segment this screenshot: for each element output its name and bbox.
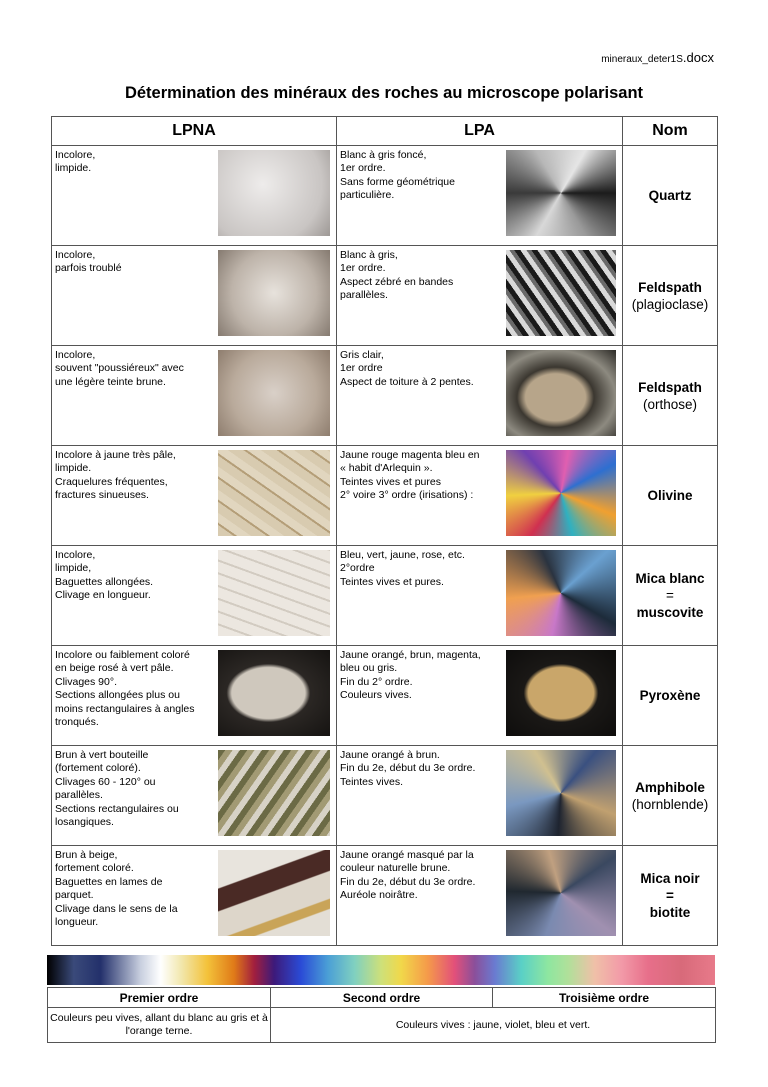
lpna-cell <box>52 846 337 946</box>
lpna-line: parfois troublé <box>55 262 122 275</box>
lpna-line: Incolore ou faiblement coloré <box>55 649 190 661</box>
lpa-line: 1er ordre <box>340 362 383 375</box>
lpa-line: Teintes vives et pures <box>340 475 441 488</box>
lpa-line: Jaune orangé à brun. <box>340 749 440 761</box>
mineral-name: Amphibole <box>635 779 705 795</box>
lpa-line: Fin du 2e, début du 3e ordre. <box>340 762 476 775</box>
lpna-line: Brun à beige, <box>55 849 118 861</box>
lpa-micrograph-image <box>506 650 616 736</box>
table-row <box>52 446 718 546</box>
lpna-line: Brun à vert bouteille <box>55 749 149 761</box>
lpna-line: Baguettes en lames de <box>55 875 163 888</box>
lpna-line: moins rectangulaires à angles <box>55 702 195 715</box>
lpna-line: en beige rosé à vert pâle. <box>55 662 174 675</box>
lpna-line: fractures sinueuses. <box>55 489 149 502</box>
lpna-line: Incolore, <box>55 549 96 561</box>
lpna-micrograph-image <box>218 650 330 736</box>
lpna-line: Incolore, <box>55 349 96 361</box>
mineral-name-cell <box>623 346 718 446</box>
lpna-line: limpide. <box>55 162 92 175</box>
lpa-line: bleu ou gris. <box>340 662 398 675</box>
lpa-description <box>340 449 510 503</box>
lpa-line: Jaune orangé, brun, magenta, <box>340 649 481 661</box>
lpa-micrograph-image <box>506 450 616 536</box>
lpa-micrograph-image <box>506 750 616 836</box>
lpna-description <box>55 849 225 929</box>
table-row <box>52 746 718 846</box>
lpna-description <box>55 249 225 276</box>
table-row <box>52 646 718 746</box>
lpna-line: Sections allongées plus ou <box>55 689 180 702</box>
page-title: Détermination des minéraux des roches au microscope polarisant <box>124 84 644 102</box>
legend-second-troisieme-description: Couleurs vives : jaune, violet, bleu et vert. <box>271 1008 716 1043</box>
document-filename <box>601 50 714 65</box>
lpa-cell <box>337 546 623 646</box>
lpa-line: Aspect de toiture à 2 pentes. <box>340 375 474 388</box>
mineral-name-cell <box>623 746 718 846</box>
lpna-description <box>55 349 225 389</box>
lpa-micrograph-image <box>506 250 616 336</box>
lpna-line: souvent "poussiéreux" avec <box>55 362 184 375</box>
lpa-line: Teintes vives et pures. <box>340 575 444 588</box>
mineral-name: Feldspath <box>638 279 702 295</box>
lpa-micrograph-image <box>506 850 616 936</box>
order-legend-table <box>47 987 716 1043</box>
mineral-name-cell <box>623 446 718 546</box>
lpna-line: Clivage en longueur. <box>55 589 151 602</box>
lpa-micrograph-image <box>506 150 616 236</box>
lpna-cell <box>52 246 337 346</box>
lpna-line: parallèles. <box>55 789 103 802</box>
mineral-name: Mica noir <box>640 871 700 886</box>
lpna-line: Incolore, <box>55 249 96 261</box>
mineral-name: (hornblende) <box>631 796 709 812</box>
lpna-line: fortement coloré. <box>55 862 134 875</box>
lpna-line: (fortement coloré). <box>55 762 141 775</box>
lpa-line: Blanc à gris, <box>340 249 398 261</box>
lpa-description <box>340 749 510 789</box>
legend-second-ordre: Second ordre <box>271 988 493 1008</box>
lpa-line: 2°ordre <box>340 562 375 575</box>
lpna-cell <box>52 346 337 446</box>
mineral-name: Mica blanc <box>635 571 705 586</box>
lpa-line: 1er ordre. <box>340 162 386 175</box>
lpna-line: limpide, <box>55 562 92 575</box>
interference-color-chart <box>47 955 715 985</box>
lpna-cell <box>52 746 337 846</box>
lpna-line: Baguettes allongées. <box>55 575 154 588</box>
legend-troisieme-ordre: Troisième ordre <box>493 988 716 1008</box>
table-header-row <box>52 117 718 146</box>
mineral-name: = <box>666 588 674 603</box>
lpa-cell <box>337 346 623 446</box>
lpa-line: couleur naturelle brune. <box>340 862 451 875</box>
lpa-line: Teintes vives. <box>340 775 404 788</box>
mineral-name: Feldspath <box>638 379 702 395</box>
lpa-line: Jaune rouge magenta bleu en <box>340 449 480 461</box>
lpa-line: « habit d'Arlequin ». <box>340 462 433 475</box>
lpna-description <box>55 449 225 503</box>
lpa-description <box>340 149 510 203</box>
table-row <box>52 846 718 946</box>
mineral-name: Quartz <box>648 188 692 203</box>
lpa-cell <box>337 246 623 346</box>
lpa-description <box>340 349 510 389</box>
filename-extension: .docx <box>682 50 714 65</box>
lpa-line: Sans forme géométrique <box>340 175 455 188</box>
lpna-cell <box>52 546 337 646</box>
lpa-description <box>340 549 510 589</box>
lpna-micrograph-image <box>218 450 330 536</box>
lpna-micrograph-image <box>218 250 330 336</box>
lpna-micrograph-image <box>218 850 330 936</box>
lpa-line: Couleurs vives. <box>340 689 412 702</box>
legend-premier-ordre: Premier ordre <box>48 988 271 1008</box>
lpa-description <box>340 649 510 703</box>
lpna-cell <box>52 146 337 246</box>
lpa-cell <box>337 846 623 946</box>
lpna-micrograph-image <box>218 550 330 636</box>
lpa-micrograph-image <box>506 550 616 636</box>
table-row <box>52 146 718 246</box>
lpna-micrograph-image <box>218 150 330 236</box>
lpa-line: Jaune orangé masqué par la <box>340 849 474 861</box>
lpna-line: losangiques. <box>55 816 114 829</box>
lpna-line: Sections rectangulaires ou <box>55 802 179 815</box>
lpna-description <box>55 149 225 176</box>
mineral-name-cell <box>623 146 718 246</box>
lpa-line: Blanc à gris foncé, <box>340 149 427 161</box>
filename-text: mineraux_deter1S <box>601 54 683 65</box>
lpna-line: Craquelures fréquentes, <box>55 475 168 488</box>
mineral-name-cell <box>623 846 718 946</box>
mineral-name: Pyroxène <box>639 688 701 703</box>
lpna-micrograph-image <box>218 750 330 836</box>
table-row <box>52 546 718 646</box>
lpa-cell <box>337 746 623 846</box>
header-lpa: LPA <box>337 117 623 146</box>
lpna-line: Clivages 90°. <box>55 675 117 688</box>
lpna-line: Incolore à jaune très pâle, <box>55 449 176 461</box>
legend-description-row <box>48 1008 716 1043</box>
mineral-name-cell <box>623 246 718 346</box>
lpa-cell <box>337 646 623 746</box>
mineral-table <box>51 116 718 946</box>
lpa-line: Gris clair, <box>340 349 384 361</box>
legend-header-row <box>48 988 716 1008</box>
lpa-cell <box>337 146 623 246</box>
lpna-cell <box>52 446 337 546</box>
lpa-line: Fin du 2° ordre. <box>340 675 413 688</box>
lpa-line: 2° voire 3° ordre (irisations) : <box>340 489 474 502</box>
lpa-description <box>340 249 510 303</box>
lpa-line: Bleu, vert, jaune, rose, etc. <box>340 549 465 561</box>
lpa-description <box>340 849 510 903</box>
lpna-line: tronqués. <box>55 716 99 729</box>
lpna-line: Clivages 60 - 120° ou <box>55 775 156 788</box>
lpna-line: une légère teinte brune. <box>55 375 166 388</box>
lpa-line: particulière. <box>340 189 395 202</box>
mineral-name-cell <box>623 646 718 746</box>
lpa-line: 1er ordre. <box>340 262 386 275</box>
table-row <box>52 246 718 346</box>
lpa-line: Auréole noirâtre. <box>340 889 418 902</box>
header-nom: Nom <box>623 117 718 146</box>
lpna-description <box>55 749 225 829</box>
lpna-micrograph-image <box>218 350 330 436</box>
mineral-name: (orthose) <box>642 396 698 412</box>
lpna-line: Incolore, <box>55 149 96 161</box>
lpa-line: parallèles. <box>340 289 388 302</box>
mineral-name: (plagioclase) <box>631 296 709 312</box>
mineral-name: biotite <box>649 905 691 920</box>
lpa-line: Fin du 2e, début du 3e ordre. <box>340 875 476 888</box>
legend-premier-description: Couleurs peu vives, allant du blanc au gris et à l'orange terne. <box>48 1008 271 1043</box>
lpna-cell <box>52 646 337 746</box>
lpna-line: Clivage dans le sens de la <box>55 902 178 915</box>
mineral-name: Olivine <box>647 488 693 503</box>
lpa-micrograph-image <box>506 350 616 436</box>
lpa-line: Aspect zébré en bandes <box>340 275 454 288</box>
lpna-line: limpide. <box>55 462 92 475</box>
mineral-name: muscovite <box>636 605 704 620</box>
lpna-description <box>55 649 225 729</box>
header-lpna: LPNA <box>52 117 337 146</box>
mineral-name-cell <box>623 546 718 646</box>
lpna-line: parquet. <box>55 889 94 902</box>
table-row <box>52 346 718 446</box>
mineral-name: = <box>666 888 674 903</box>
lpna-line: longueur. <box>55 916 99 929</box>
lpa-cell <box>337 446 623 546</box>
lpna-description <box>55 549 225 603</box>
